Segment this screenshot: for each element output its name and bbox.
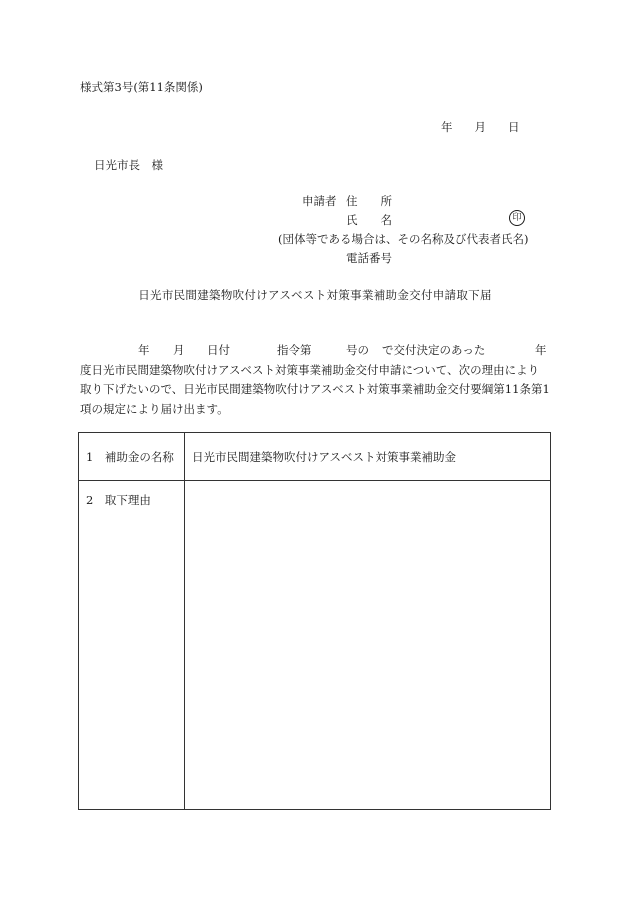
- subsidy-name-label: 1 補助金の名称: [86, 450, 174, 464]
- body-order-no: 指令第: [277, 343, 312, 357]
- addressee: 日光市長 様: [94, 158, 163, 172]
- document-title: 日光市民間建築物吹付けアスベスト対策事業補助金交付申請取下届: [138, 288, 492, 302]
- subsidy-name-value: 日光市民間建築物吹付けアスベスト対策事業補助金: [192, 450, 457, 464]
- body-line-3: 取り下げたいので、日光市民間建築物吹付けアスベスト対策事業補助金交付要綱第11条第1: [80, 382, 550, 396]
- body-line-2: 度日光市民間建築物吹付けアスベスト対策事業補助金交付申請について、次の理由により: [80, 362, 540, 377]
- form-number: 様式第3号(第11条関係): [80, 80, 203, 94]
- body-line-1: [80, 341, 546, 361]
- seal-mark: 印: [509, 210, 525, 226]
- body-year: 年: [138, 343, 150, 357]
- body-decision: で交付決定のあった: [382, 343, 486, 357]
- organization-note: (団体等である場合は、その名称及び代表者氏名): [278, 232, 529, 246]
- withdrawal-reason-field[interactable]: [192, 493, 542, 793]
- body-line-4: 項の規定により届け出ます。: [80, 401, 229, 416]
- body-number: 号の: [346, 343, 369, 357]
- date-line: [441, 120, 520, 134]
- address-label: 住 所: [346, 194, 392, 208]
- name-label: 氏 名: [346, 213, 392, 227]
- body-day: 日付: [207, 343, 230, 357]
- body-month: 月: [173, 343, 185, 357]
- date-year: 年: [441, 120, 453, 134]
- phone-label: 電話番号: [346, 251, 392, 265]
- body-fiscal-year: 年: [535, 343, 547, 357]
- date-month: 月: [474, 120, 486, 134]
- withdrawal-reason-label: 2 取下理由: [86, 493, 151, 507]
- table-column-divider: [184, 433, 185, 809]
- form-table: [78, 432, 551, 810]
- applicant-label: 申請者: [302, 194, 337, 208]
- table-row-divider: [79, 480, 550, 481]
- date-day: 日: [508, 120, 520, 134]
- body-paragraph: [80, 341, 550, 419]
